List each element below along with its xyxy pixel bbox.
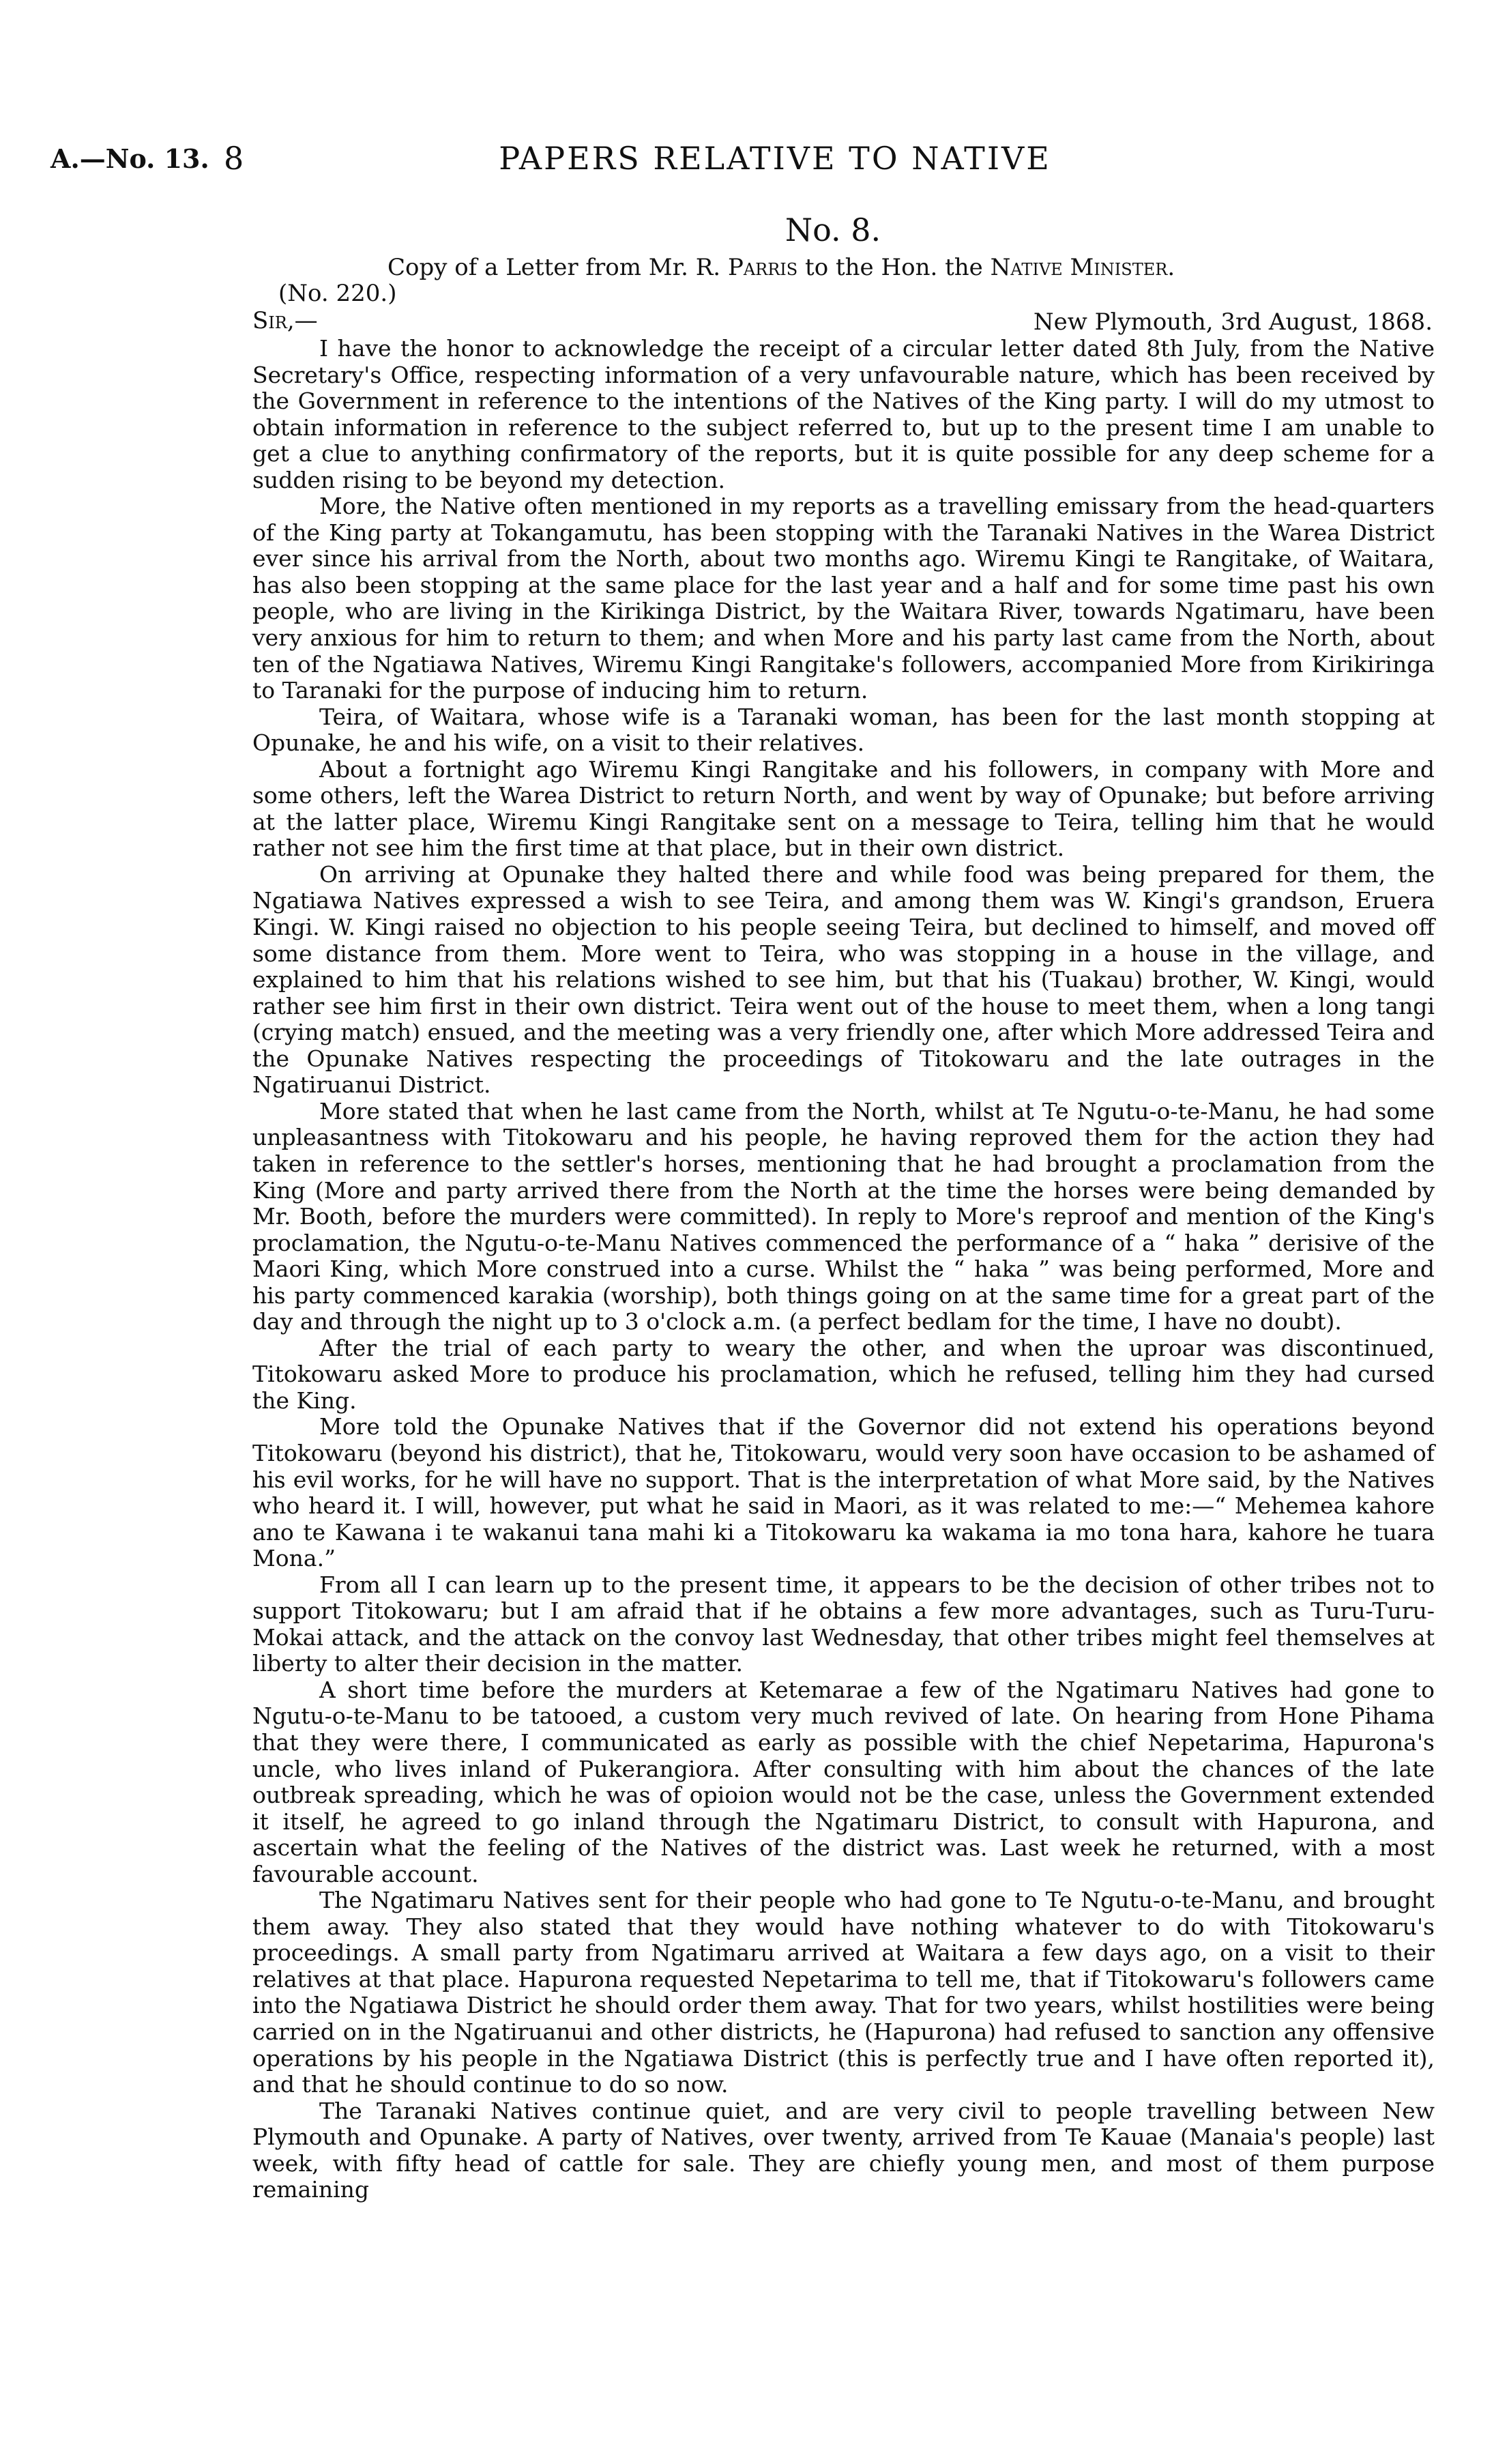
caption-author: Parris	[727, 254, 798, 281]
paragraph: The Ngatimaru Natives sent for their people who had gone to Te Ngutu-o-te-Manu, and brought them away. They also stated that they would have nothing whatever to do with Titokowaru's proceedings. A small party from Ngatimaru arrived at Waitara a few days ago, on a visit to their relatives at that place. Hapurona requested Nepetarima to tell me, that if Titokowaru's followers came into the Ngatiawa District he should order them away. That for two years, whilst hostilities were being carried on in the Ngatiruanui and other districts, he (Hapurona) had refused to sanction any offensive operations by his people in the Ngatiawa District (this is perfectly true and I have often reported it), and that he should continue to do so now.	[252, 1887, 1435, 2098]
caption-prefix: Copy of a Letter from Mr. R.	[387, 254, 721, 281]
paragraph: A short time before the murders at Ketemarae a few of the Ngatimaru Natives had gone to Ngutu-o-te-Manu to be tatooed, a custom very much revived of late. On hearing from Hone Pihama that they were there, I communicated as early as possible with the chief Nepetarima, Hapurona's uncle, who lives inland of Pukerangiora. After consulting with him about the chances of the late outbreak spreading, which he was of opioion would not be the case, unless the Government extended it itself, he agreed to go inland through the Ngatimaru District, to consult with Hapurona, and ascertain what the feeling of the Natives of the district was. Last week he returned, with a most favourable account.	[252, 1676, 1435, 1887]
paragraph: More stated that when he last came from the North, whilst at Te Ngutu-o-te-Manu, he had some unpleasantness with Titokowaru and his people, he having reproved them for the action they had taken in reference to the settler's horses, mentioning that he had brought a proclamation from the King (More and party arrived there from the North at the time the horses were being demanded by Mr. Booth, before the murders were committed). In reply to More's reproof and mention of the King's proclamation, the Ngutu-o-te-Manu Natives commenced the performance of a “ haka ” derisive of the Maori King, which More construed into a curse. Whilst the “ haka ” was being performed, More and his party commenced karakia (worship), both things going on at the same time for a great part of the day and through the night up to 3 o'clock a.m. (a perfect bedlam for the time, I have no doubt).	[252, 1097, 1435, 1335]
paragraph: On arriving at Opunake they halted there and while food was being prepared for them, the Ngatiawa Natives expressed a wish to see Teira, and among them was W. Kingi's grandson, Eruera Kingi. W. Kingi raised no objection to his people seeing Teira, but declined to himself, and moved off some distance from them. More went to Teira, who was stopping in a house in the village, and explained to him that his relations wished to see him, but that his (Tuakau) brother, W. Kingi, would rather see him first in their own district. Teira went out of the house to meet them, when a long tangi (crying match) ensued, and the meeting was a very friendly one, after which More addressed Teira and the Opunake Natives respecting the proceedings of Titokowaru and the late outrages in the Ngatiruanui District.	[252, 860, 1435, 1099]
paragraph: After the trial of each party to weary the other, and when the uproar was discontinued, Titokowaru asked More to produce his proclamation, which he refused, telling him they had cursed the King.	[252, 1334, 1435, 1414]
letter-reference: (No. 220.)	[278, 280, 397, 307]
caption-recipient: Native Minister.	[990, 254, 1175, 281]
caption-middle: to the Hon. the	[805, 254, 983, 281]
paragraph: I have the honor to acknowledge the receipt of a circular letter dated 8th July, from the Native Secretary's Office, respecting information of a very unfavourable nature, which has been received by the Government in reference to the intentions of the Natives of the King party. I will do my utmost to obtain information in reference to the subject referred to, but up to the present time I am unable to get a clue to anything confirmatory of the reports, but it is quite possible for any deep scheme for a sudden rising to be beyond my detection.	[252, 335, 1435, 493]
running-title: PAPERS RELATIVE TO NATIVE	[499, 140, 1051, 177]
paragraph: More told the Opunake Natives that if the Governor did not extend his operations beyond Titokowaru (beyond his district), that he, Titokowaru, would very soon have occasion to be ashamed of his evil works, for he will have no support. That is the interpretation of what More said, by the Natives who heard it. I will, however, put what he said in Maori, as it was related to me:—“ Mehemea kahore ano te Kawana i te wakanui tana mahi ki a Titokowaru ka wakama ia mo tona hara, kahore he tuara Mona.”	[252, 1413, 1435, 1572]
paragraph: About a fortnight ago Wiremu Kingi Rangitake and his followers, in company with More and some others, left the Warea District to return North, and went by way of Opunake; but before arriving at the latter place, Wiremu Kingi Rangitake sent on a message to Teira, telling him that he would rather not see him the first time at that place, but in their own district.	[252, 755, 1435, 862]
document-caption	[387, 254, 1175, 281]
page-number: 8	[224, 140, 244, 177]
dateline: New Plymouth, 3rd August, 1868.	[1033, 308, 1433, 336]
paragraph: More, the Native often mentioned in my reports as a travelling emissary from the head-quarters of the King party at Tokangamutu, has been stopping with the Taranaki Natives in the Warea District ever since his arrival from the North, about two months ago. Wiremu Kingi te Rangitake, of Waitara, has also been stopping at the same place for the last year and a half and for some time past his own people, who are living in the Kirikinga District, by the Waitara River, towards Ngatimaru, have been very anxious for him to return to them; and when More and his party last came from the North, about ten of the Ngatiawa Natives, Wiremu Kingi Rangitake's followers, accompanied More from Kirikiringa to Taranaki for the purpose of inducing him to return.	[252, 493, 1435, 704]
document-number: No. 8.	[785, 212, 881, 248]
paragraph: Teira, of Waitara, whose wife is a Taranaki woman, has been for the last month stopping at Opunake, he and his wife, on a visit to their relatives.	[252, 703, 1435, 757]
paragraph: From all I can learn up to the present time, it appears to be the decision of other tribes not to support Titokowaru; but I am afraid that if he obtains a few more advantages, such as Turu-Turu-Mokai attack, and the attack on the convoy last Wednesday, that other tribes might feel themselves at liberty to alter their decision in the matter.	[252, 1571, 1435, 1677]
salutation: Sir,—	[252, 307, 318, 334]
letter-body	[252, 336, 1435, 2203]
paragraph: The Taranaki Natives continue quiet, and are very civil to people travelling between New Plymouth and Opunake. A party of Natives, over twenty, arrived from Te Kauae (Manaia's people) last week, with fifty head of cattle for sale. They are chiefly young men, and most of them purpose remaining	[252, 2097, 1435, 2203]
series-reference: A.—No. 13.	[50, 143, 209, 174]
